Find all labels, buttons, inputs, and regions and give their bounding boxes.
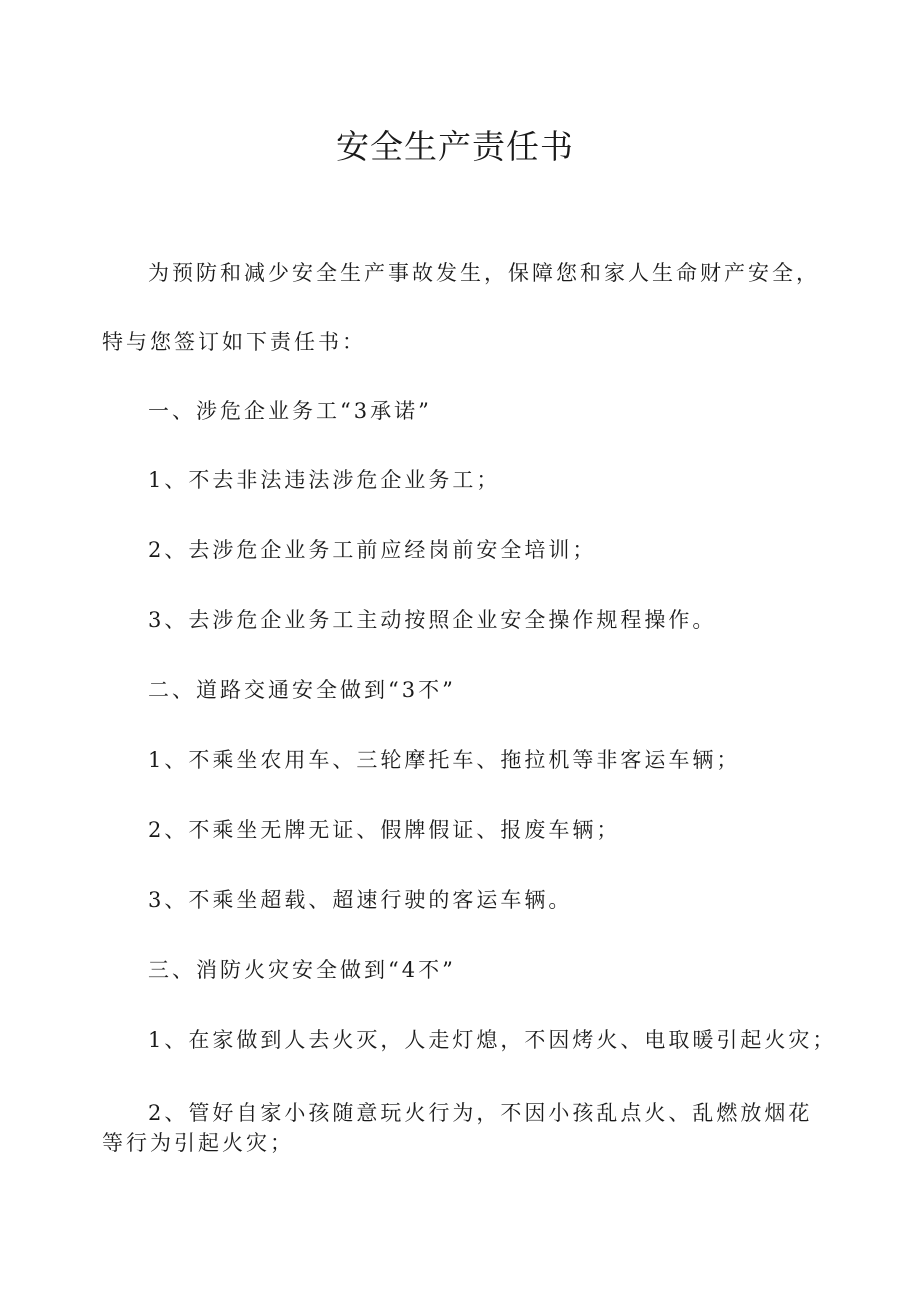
section-2-item-2: 2、不乘坐无牌无证、假牌假证、报废车辆；: [148, 818, 621, 842]
section-3-item-2-continued: 等行为引起火灾；: [102, 1131, 294, 1155]
section-3-item-1: 1、在家做到人去火灭，人走灯熄，不因烤火、电取暖引起火灾；: [148, 1028, 837, 1052]
section-3-item-2: 2、管好自家小孩随意玩火行为，不因小孩乱点火、乱燃放烟花: [148, 1101, 813, 1125]
section-2-item-3: 3、不乘坐超载、超速行驶的客运车辆。: [148, 888, 573, 912]
section-2-item-1: 1、不乘坐农用车、三轮摩托车、拖拉机等非客运车辆；: [148, 748, 741, 772]
intro-line-1: 为预防和减少安全生产事故发生，保障您和家人生命财产安全，: [148, 261, 820, 285]
section-1-item-3: 3、去涉危企业务工主动按照企业安全操作规程操作。: [148, 608, 717, 632]
section-heading-1: 一、涉危企业务工“3承诺”: [148, 399, 432, 423]
intro-line-2: 特与您签订如下责任书：: [102, 330, 366, 354]
document-title: 安全生产责任书: [336, 127, 574, 166]
section-heading-3: 三、消防火灾安全做到“4不”: [148, 958, 456, 982]
section-1-item-1: 1、不去非法违法涉危企业务工；: [148, 468, 501, 492]
section-heading-2: 二、道路交通安全做到“3不”: [148, 678, 456, 702]
section-1-item-2: 2、去涉危企业务工前应经岗前安全培训；: [148, 538, 597, 562]
